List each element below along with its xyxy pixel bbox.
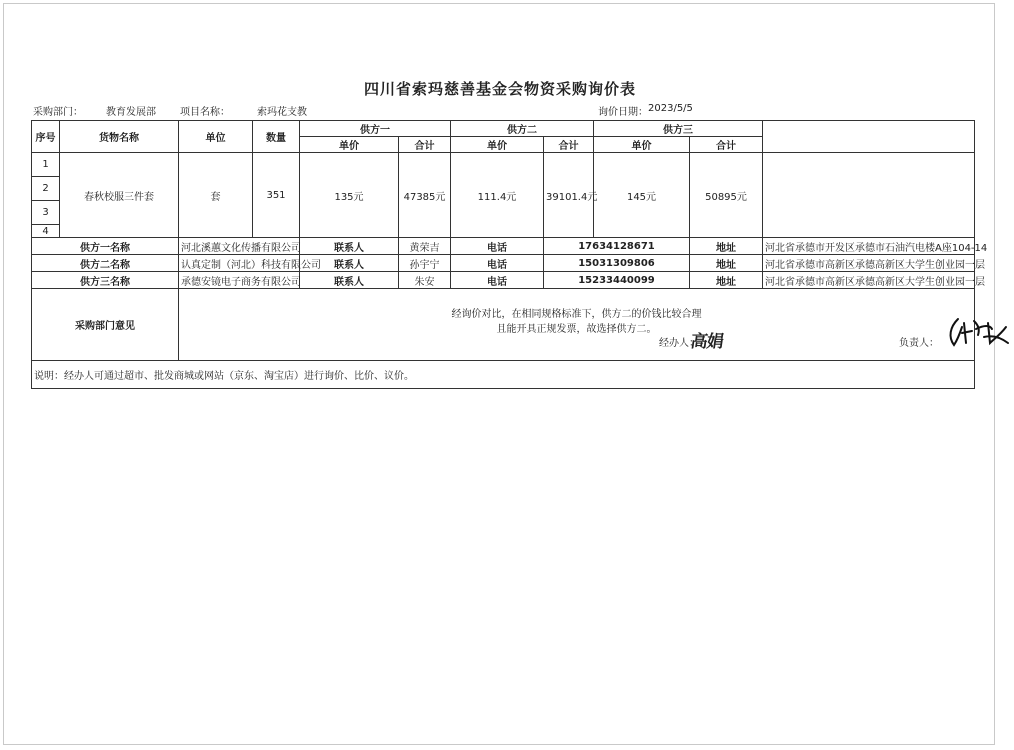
opinion-line-1: 经询价对比，在相同规格标准下，供方二的价钱比较合理 xyxy=(451,309,702,320)
header-blank xyxy=(763,121,975,153)
row-seq-2: 2 xyxy=(32,177,60,201)
handler-signature: 高娟 xyxy=(689,332,725,352)
dept-value: 教育发展部 xyxy=(106,107,156,118)
s1-price: 135元 xyxy=(300,153,399,238)
date-label: 询价日期： xyxy=(598,107,648,118)
header-s2-total: 合计 xyxy=(544,137,594,153)
supplier1-phone: 17634128671 xyxy=(544,238,690,255)
header-supplier1: 供方一 xyxy=(300,121,451,137)
supplier3-addr-label: 地址 xyxy=(690,272,763,289)
header-s1-price: 单价 xyxy=(300,137,399,153)
document-title: 四川省索玛慈善基金会物资采购询价表 xyxy=(363,80,636,98)
header-unit: 单位 xyxy=(179,121,253,153)
s3-price: 145元 xyxy=(594,153,690,238)
supplier2-addr-label: 地址 xyxy=(690,255,763,272)
row-seq-3: 3 xyxy=(32,201,60,225)
supplier3-label: 供方三名称 xyxy=(32,272,179,289)
goods-qty: 351 xyxy=(253,153,300,238)
opinion-line-2: 且能开具正规发票，故选择供方二。 xyxy=(496,324,657,335)
supplier3-phone: 15233440099 xyxy=(544,272,690,289)
supplier2-label: 供方二名称 xyxy=(32,255,179,272)
project-label: 项目名称： xyxy=(180,107,230,118)
row-seq-4: 4 xyxy=(32,225,60,238)
supplier1-addr-label: 地址 xyxy=(690,238,763,255)
row-blank xyxy=(763,153,975,238)
supplier3-phone-label: 电话 xyxy=(451,272,544,289)
opinion-cell xyxy=(179,289,975,361)
supplier1-phone-label: 电话 xyxy=(451,238,544,255)
header-supplier2: 供方二 xyxy=(451,121,594,137)
header-s3-total: 合计 xyxy=(690,137,763,153)
supplier2-phone-label: 电话 xyxy=(451,255,544,272)
supplier2-contact-label: 联系人 xyxy=(300,255,399,272)
supplier2-contact: 孙宇宁 xyxy=(399,255,451,272)
supplier2-addr: 河北省承德市高新区承德高新区大学生创业园一层 xyxy=(763,255,975,272)
s3-total: 50895元 xyxy=(690,153,763,238)
opinion-label: 采购部门意见 xyxy=(32,289,179,361)
header-s3-price: 单价 xyxy=(594,137,690,153)
date-value: 2023/5/5 xyxy=(648,103,693,114)
supplier3-contact-label: 联系人 xyxy=(300,272,399,289)
supplier1-name: 河北溪蕙文化传播有限公司 xyxy=(179,238,300,255)
supplier3-contact: 朱安 xyxy=(399,272,451,289)
s1-total: 47385元 xyxy=(399,153,451,238)
row-seq-1: 1 xyxy=(32,153,60,177)
supplier3-addr: 河北省承德市高新区承德高新区大学生创业园一层 xyxy=(763,272,975,289)
supplier1-addr: 河北省承德市开发区承德市石油汽电楼A座104-14 xyxy=(763,238,975,255)
header-goods: 货物名称 xyxy=(60,121,179,153)
note: 说明：经办人可通过超市、批发商城或网站（京东、淘宝店）进行询价、比价、议价。 xyxy=(32,361,975,389)
responsible-signature-icon xyxy=(944,313,1014,353)
dept-label: 采购部门： xyxy=(33,107,83,118)
supplier1-contact-label: 联系人 xyxy=(300,238,399,255)
header-supplier3: 供方三 xyxy=(594,121,763,137)
project-value: 索玛花支教 xyxy=(257,107,307,118)
header-s1-total: 合计 xyxy=(399,137,451,153)
goods-name: 春秋校服三件套 xyxy=(60,153,179,238)
header-s2-price: 单价 xyxy=(451,137,544,153)
inquiry-table xyxy=(31,120,988,389)
goods-unit: 套 xyxy=(179,153,253,238)
supplier1-label: 供方一名称 xyxy=(32,238,179,255)
supplier2-name: 认真定制（河北）科技有限公司 xyxy=(179,255,300,272)
s2-total: 39101.4元 xyxy=(544,153,594,238)
s2-price: 111.4元 xyxy=(451,153,544,238)
header-qty: 数量 xyxy=(253,121,300,153)
header-seq: 序号 xyxy=(32,121,60,153)
handler-label: 经办人： xyxy=(659,338,699,349)
responsible-label: 负责人： xyxy=(899,338,939,349)
supplier2-phone: 15031309806 xyxy=(544,255,690,272)
supplier3-name: 承德安镜电子商务有限公司 xyxy=(179,272,300,289)
supplier1-contact: 黄荣吉 xyxy=(399,238,451,255)
